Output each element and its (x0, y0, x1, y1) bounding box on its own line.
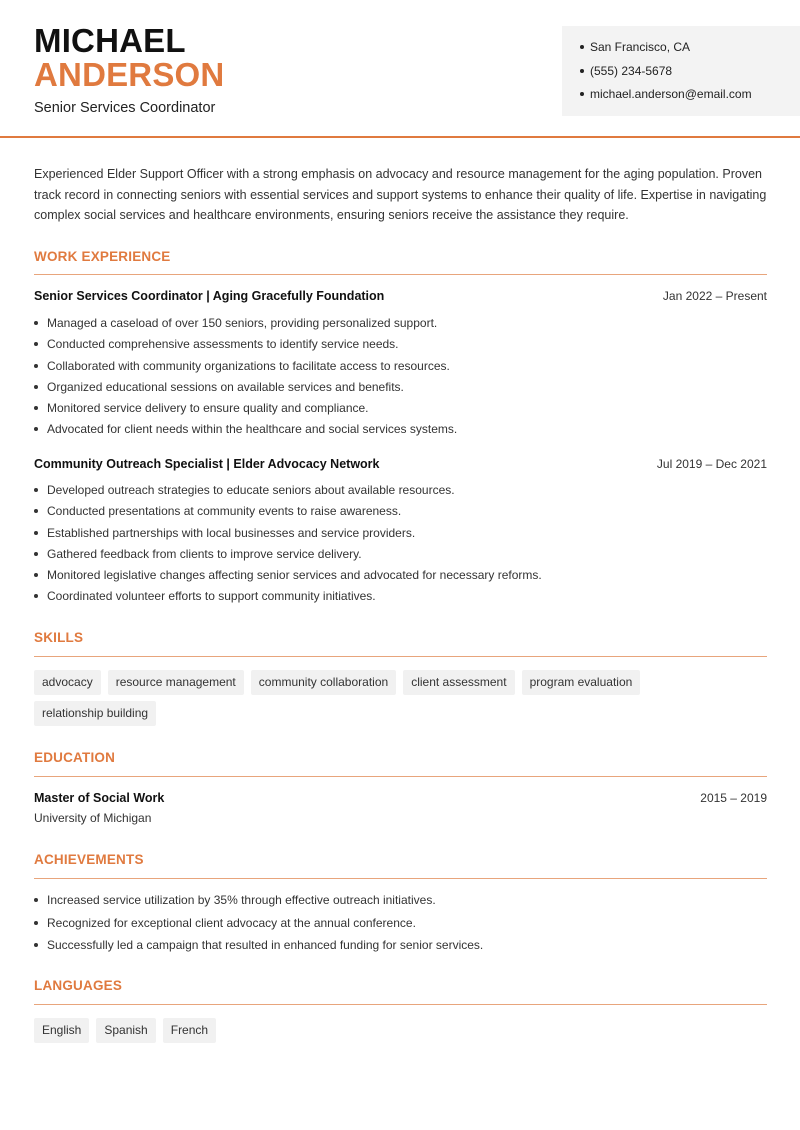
section-divider (34, 776, 767, 777)
contact-box (562, 26, 800, 116)
job-title: Senior Services Coordinator (34, 100, 216, 116)
job-bullets (34, 315, 767, 443)
bullet-icon (34, 509, 38, 513)
job-header (34, 457, 767, 471)
languages-heading: LANGUAGES (34, 978, 123, 993)
list-item: Developed outreach strategies to educate seniors about available resources. (34, 482, 767, 503)
language-tag: Spanish (96, 1018, 155, 1043)
language-tag: French (163, 1018, 216, 1043)
section-divider (34, 656, 767, 657)
list-item: Recognized for exceptional client advocacy at the annual conference. (34, 915, 767, 938)
bullet-icon (34, 342, 38, 346)
bullet-icon (34, 385, 38, 389)
skill-tag: client assessment (403, 670, 514, 695)
bullet-icon (34, 488, 38, 492)
bullet-icon (34, 898, 38, 902)
education-heading: EDUCATION (34, 750, 116, 765)
contact-phone: (555) 234-5678 (580, 63, 800, 87)
list-item: Established partnerships with local businesses and service providers. (34, 525, 767, 546)
bullet-icon (580, 45, 584, 49)
section-divider (34, 274, 767, 275)
skill-tag: program evaluation (522, 670, 641, 695)
bullet-icon (34, 943, 38, 947)
list-item: Coordinated volunteer efforts to support community initiatives. (34, 588, 767, 609)
section-divider (34, 1004, 767, 1005)
skill-tag: relationship building (34, 701, 156, 726)
summary: Experienced Elder Support Officer with a strong emphasis on advocacy and resource management for the aging population. Proven track record in connecting seniors with essential services and support systems to enhance their quality of life. Expertise in navigating complex social services and healthcare environments, ensuring seniors receive the assistance they require. (34, 167, 767, 223)
degree: Master of Social Work (34, 791, 165, 805)
job-dates: Jul 2019 – Dec 2021 (656, 457, 767, 471)
skill-tag: advocacy (34, 670, 101, 695)
contact-email: michael.anderson@email.com (580, 86, 800, 110)
bullet-icon (580, 69, 584, 73)
bullet-icon (34, 427, 38, 431)
contact-location: San Francisco, CA (580, 39, 800, 63)
job-role: Senior Services Coordinator | Aging Gracefully Foundation (34, 289, 385, 303)
job-role: Community Outreach Specialist | Elder Advocacy Network (34, 457, 380, 471)
list-item: Monitored legislative changes affecting senior services and advocated for necessary reforms. (34, 567, 767, 588)
list-item: Conducted comprehensive assessments to identify service needs. (34, 336, 767, 357)
bullet-icon (34, 552, 38, 556)
list-item: Monitored service delivery to ensure quality and compliance. (34, 400, 767, 421)
list-item: Successfully led a campaign that resulted in enhanced funding for senior services. (34, 937, 767, 960)
section-divider (34, 878, 767, 879)
bullet-icon (34, 573, 38, 577)
school: University of Michigan (34, 811, 152, 825)
language-tags (34, 1018, 774, 1049)
achievements-heading: ACHIEVEMENTS (34, 852, 144, 867)
work-experience-heading: WORK EXPERIENCE (34, 249, 171, 264)
list-item: Managed a caseload of over 150 seniors, providing personalized support. (34, 315, 767, 336)
list-item: Conducted presentations at community events to raise awareness. (34, 503, 767, 524)
language-tag: English (34, 1018, 89, 1043)
list-item: Organized educational sessions on available services and benefits. (34, 379, 767, 400)
resume-header (0, 0, 800, 138)
achievements-list (34, 892, 767, 960)
skill-tag: community collaboration (251, 670, 396, 695)
last-name: ANDERSON (34, 56, 225, 93)
education-header (34, 791, 767, 805)
first-name: MICHAEL (34, 22, 186, 59)
skills-tags (34, 670, 774, 732)
list-item: Advocated for client needs within the healthcare and social services systems. (34, 421, 767, 442)
list-item: Collaborated with community organizations to facilitate access to resources. (34, 358, 767, 379)
job-dates: Jan 2022 – Present (662, 289, 767, 303)
bullet-icon (34, 364, 38, 368)
job-header (34, 289, 767, 303)
job-bullets (34, 482, 767, 610)
skills-heading: SKILLS (34, 630, 84, 645)
bullet-icon (34, 321, 38, 325)
bullet-icon (34, 921, 38, 925)
list-item: Gathered feedback from clients to improve service delivery. (34, 546, 767, 567)
bullet-icon (34, 406, 38, 410)
bullet-icon (34, 531, 38, 535)
skill-tag: resource management (108, 670, 244, 695)
list-item: Increased service utilization by 35% through effective outreach initiatives. (34, 892, 767, 915)
bullet-icon (580, 92, 584, 96)
bullet-icon (34, 594, 38, 598)
education-dates: 2015 – 2019 (700, 791, 767, 805)
